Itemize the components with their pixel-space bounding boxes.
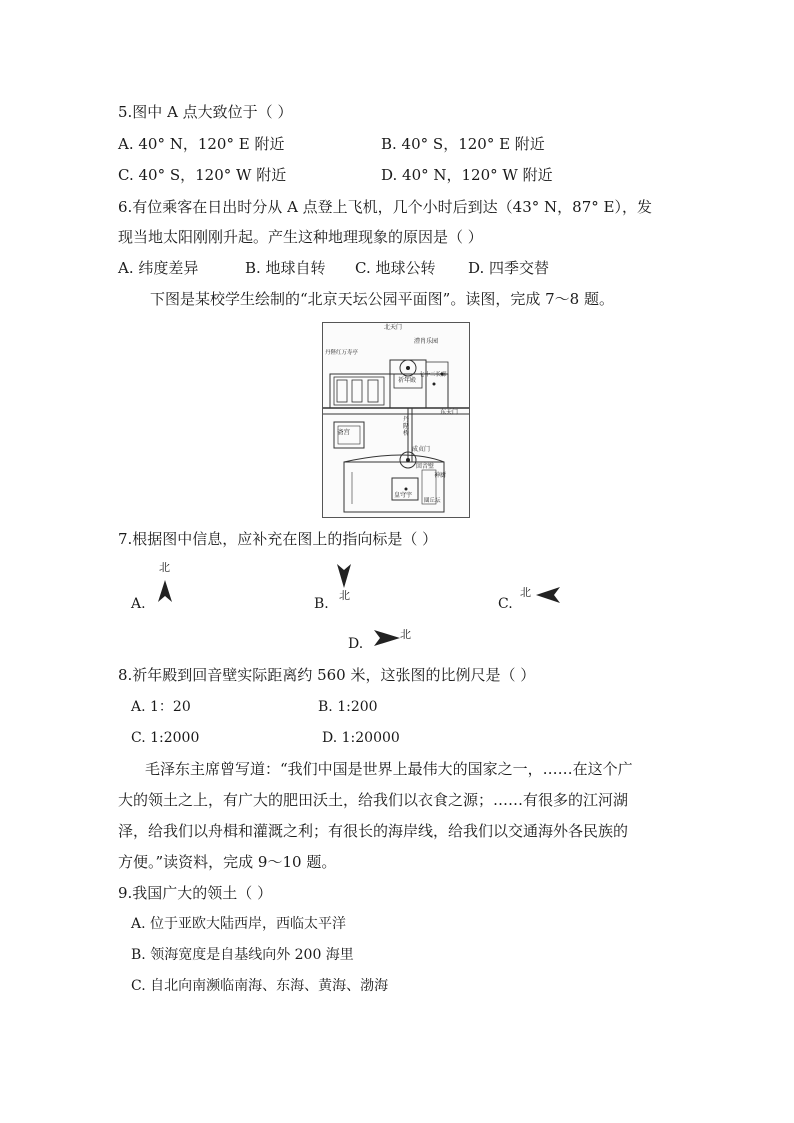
q7-option-c-label: C. [498, 596, 513, 612]
q8-option-b: B. 1:200 [318, 699, 378, 715]
map-label-south-gate: 成贞门 [412, 446, 431, 453]
q7-option-b-north-arrow [333, 562, 355, 606]
arrow-down-icon [333, 562, 355, 590]
map-label-huiyinbi: 回音壁 [416, 463, 435, 470]
q8-stem: 8.祈年殿到回音壁实际距离约 560 米，这张图的比例尺是（ ） [118, 666, 536, 684]
map-label-qiniandian: 祈年殿 [398, 377, 417, 384]
passage-line2: 大的领土之上，有广大的肥田沃土，给我们以衣食之源；……有很多的江河湖 [118, 791, 629, 809]
q7-stem: 7.根据图中信息，应补充在图上的指向标是（ ） [118, 530, 438, 548]
north-label: 北 [339, 589, 350, 602]
q8-option-c: C. 1:2000 [131, 730, 200, 746]
map-label-garden: 澧肖乐园 [414, 338, 439, 345]
q7-option-d-north-arrow [372, 626, 418, 648]
q5-option-a: A. 40° N，120° E 附近 [118, 135, 285, 153]
q7-option-d-label: D. [348, 636, 364, 652]
north-label: 北 [400, 628, 411, 641]
q5-option-d: D. 40° N，120° W 附近 [381, 166, 553, 184]
q6-stem-line1: 6.有位乘客在日出时分从 A 点登上飞机，几个小时后到达（43° N，87° E），发 [118, 198, 652, 216]
north-label: 北 [520, 586, 531, 599]
map-label-corridor: 七十二长廊 [419, 372, 447, 378]
q6-option-a: A. 纬度差异 [118, 259, 199, 277]
map-label-east-gate: 东天门 [440, 409, 459, 416]
arrow-up-icon [154, 562, 176, 604]
temple-of-heaven-map [322, 322, 470, 518]
north-label: 北 [159, 561, 170, 574]
passage-line3: 泽，给我们以舟楫和灌溉之利；有很长的海岸线，给我们以交通海外各民族的 [118, 822, 629, 840]
q5-option-c: C. 40° S，120° W 附近 [118, 166, 287, 184]
intro-q7-8: 下图是某校学生绘制的“北京天坛公园平面图”。读图，完成 7～8 题。 [150, 290, 614, 308]
map-label-huangqiongyu: 皇穹宇 [394, 492, 413, 499]
map-label-top-left: 丹陛红万寿亭 [325, 350, 359, 356]
passage-line4: 方便。”读资料，完成 9～10 题。 [118, 853, 337, 871]
arrow-left-icon [534, 586, 562, 606]
map-label-shenku: 神厨 [434, 472, 447, 479]
q9-option-b: B. 领海宽度是自基线向外 200 海里 [131, 947, 354, 963]
q8-option-d: D. 1:20000 [322, 730, 400, 746]
q6-option-c: C. 地球公转 [355, 259, 436, 277]
passage-line1: 毛泽东主席曾写道：“我们中国是世界上最伟大的国家之一，……在这个广 [145, 760, 633, 778]
q7-option-b-label: B. [314, 596, 329, 612]
q6-stem-line2: 现当地太阳刚刚升起。产生这种地理现象的原因是（ ） [118, 228, 483, 246]
q9-stem: 9.我国广大的领土（ ） [118, 884, 273, 902]
q9-option-c: C. 自北向南濒临南海、东海、黄海、渤海 [131, 978, 389, 994]
q8-option-a: A. 1：20 [131, 699, 191, 715]
map-label-north-gate: 北天门 [384, 324, 403, 331]
q6-option-b: B. 地球自转 [245, 259, 326, 277]
arrow-right-icon [372, 628, 402, 648]
q7-option-a-north-arrow [154, 562, 176, 604]
map-label-bridge: 丹陛桥 [403, 416, 410, 437]
q7-option-c-north-arrow [520, 586, 564, 606]
map-label-yuanqiu: 圜丘坛 [424, 498, 441, 504]
q7-option-a-label: A. [131, 596, 146, 612]
q6-option-d: D. 四季交替 [468, 259, 550, 277]
q5-option-b: B. 40° S，120° E 附近 [381, 135, 545, 153]
map-label-zhaigong: 斋宫 [337, 428, 350, 436]
q5-stem: 5.图中 A 点大致位于（ ） [118, 103, 293, 121]
q9-option-a: A. 位于亚欧大陆西岸，西临太平洋 [131, 916, 347, 932]
